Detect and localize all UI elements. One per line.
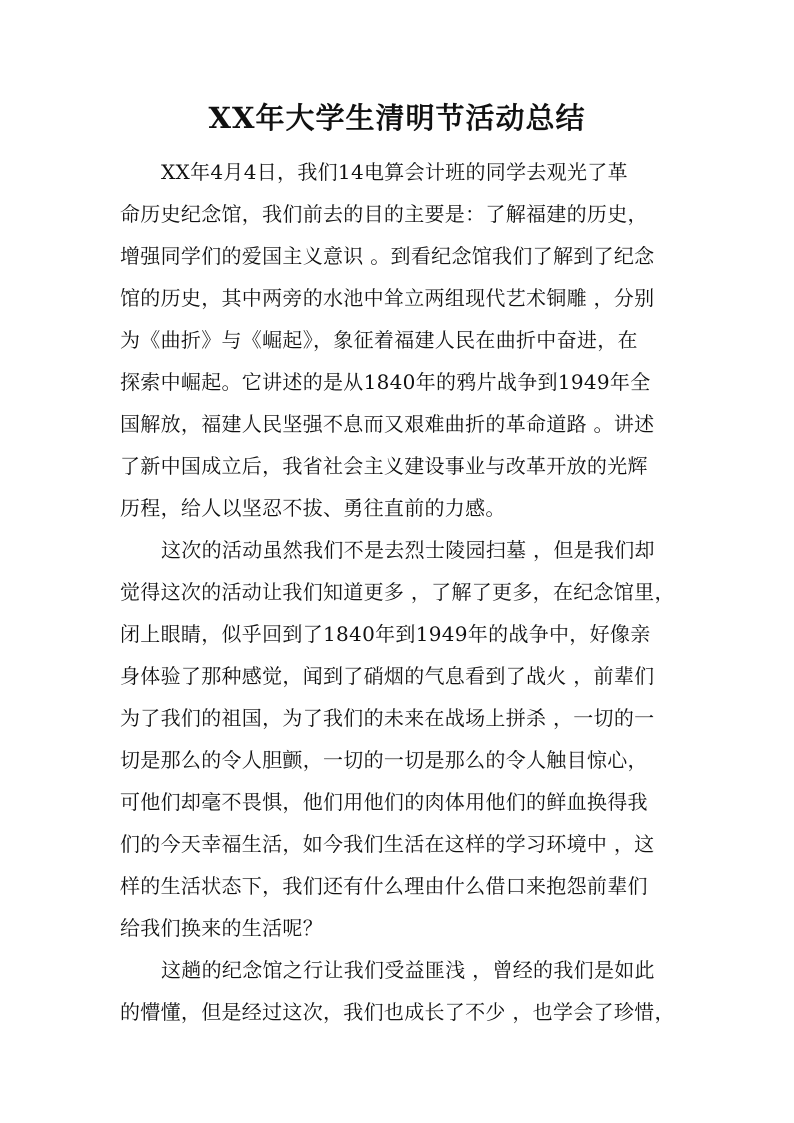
document-title: XX年大学生清明节活动总结 xyxy=(208,101,586,135)
paragraph-3-line-1: 这趟的纪念馆之行让我们受益匪浅 ，曾经的我们是如此 xyxy=(161,958,655,982)
paragraph-2-line-5: 为了我们的祖国，为了我们的未来在战场上拼杀 ，一切的一 xyxy=(120,706,655,730)
paragraph-2-line-4: 身体验了那种感觉，闻到了硝烟的气息看到了战火 ，前辈们 xyxy=(120,664,655,688)
paragraph-1-line-5: 为《曲折》与《崛起》，象征着福建人民在曲折中奋进，在 xyxy=(120,328,638,352)
paragraph-1-line-3: 增强同学们的爱国主义意识 。到看纪念馆我们了解到了纪念 xyxy=(120,244,655,268)
paragraph-1-line-6: 探索中崛起。它讲述的是从1840年的鸦片战争到1949年全 xyxy=(120,370,651,394)
paragraph-1-line-8: 了新中国成立后，我省社会主义建设事业与改革开放的光辉 xyxy=(120,454,648,478)
paragraph-1-line-7: 国解放，福建人民坚强不息而又艰难曲折的革命道路 。讲述 xyxy=(120,412,655,436)
paragraph-2-line-3: 闭上眼睛，似乎回到了1840年到1949年的战争中，好像亲 xyxy=(120,622,651,646)
paragraph-1-line-2: 命历史纪念馆，我们前去的目的主要是：了解福建的历史， xyxy=(120,202,648,226)
paragraph-2-line-9: 样的生活状态下，我们还有什么理由什么借口来抱怨前辈们 xyxy=(120,874,648,898)
paragraph-2-line-1: 这次的活动虽然我们不是去烈士陵园扫墓 ，但是我们却 xyxy=(161,538,655,562)
paragraph-2-line-6: 切是那么的令人胆颤，一切的一切是那么的令人触目惊心， xyxy=(120,748,648,772)
paragraph-2-line-8: 们的今天幸福生活，如今我们生活在这样的学习环境中 ，这 xyxy=(120,832,655,856)
paragraph-1-line-4: 馆的历史，其中两旁的水池中耸立两组现代艺术铜雕 ，分别 xyxy=(120,286,655,310)
paragraph-2-line-2: 觉得这次的活动让我们知道更多 ，了解了更多，在纪念馆里， xyxy=(120,580,675,604)
paragraph-1-line-9: 历程，给人以坚忍不拔、勇往直前的力感。 xyxy=(120,496,506,520)
paragraph-2-line-10: 给我们换来的生活呢？ xyxy=(120,916,323,940)
paragraph-2-line-7: 可他们却毫不畏惧，他们用他们的肉体用他们的鲜血换得我 xyxy=(120,790,648,814)
paragraph-1-line-1: XX年4月4日，我们14电算会计班的同学去观光了革 xyxy=(161,160,628,184)
paragraph-3-line-2: 的懵懂，但是经过这次，我们也成长了不少 ，也学会了珍惜， xyxy=(120,1000,675,1024)
